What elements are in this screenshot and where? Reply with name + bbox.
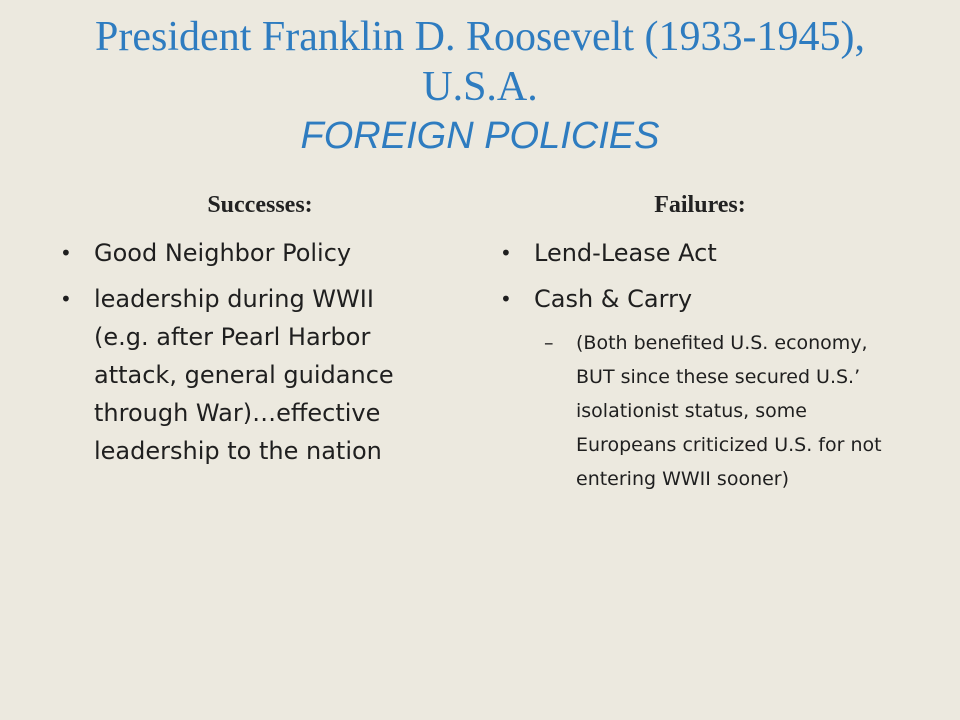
successes-item-1: Good Neighbor Policy xyxy=(94,239,352,267)
title-subtitle: FOREIGN POLICIES xyxy=(300,115,660,157)
failures-heading: Failures: xyxy=(654,192,746,218)
title-line-2: U.S.A. xyxy=(422,64,538,110)
failures-item-2: Cash & Carry xyxy=(534,285,693,313)
list-item xyxy=(500,234,900,272)
list-item xyxy=(60,280,430,470)
sub-list-item xyxy=(500,326,900,496)
dash-icon: – xyxy=(544,332,554,354)
failures-subitem-1: (Both benefited U.S. economy, BUT since these secured U.S.’ isolationist status, some Europeans criticized U.S. for not entering WWII sooner) xyxy=(576,332,882,490)
list-item xyxy=(60,234,430,272)
bullet-icon: • xyxy=(60,241,72,265)
bullet-icon: • xyxy=(60,287,72,311)
successes-heading: Successes: xyxy=(207,192,313,218)
failures-item-1: Lend-Lease Act xyxy=(534,239,717,267)
slide-title xyxy=(40,12,920,160)
successes-list xyxy=(60,234,430,478)
failures-list xyxy=(500,234,900,496)
title-line-1: President Franklin D. Roosevelt (1933-1945), xyxy=(95,14,865,60)
bullet-icon: • xyxy=(500,241,512,265)
successes-item-2: leadership during WWII (e.g. after Pearl Harbor attack, general guidance through War)…effective leadership to the nation xyxy=(94,285,394,465)
list-item xyxy=(500,280,900,318)
bullet-icon: • xyxy=(500,287,512,311)
